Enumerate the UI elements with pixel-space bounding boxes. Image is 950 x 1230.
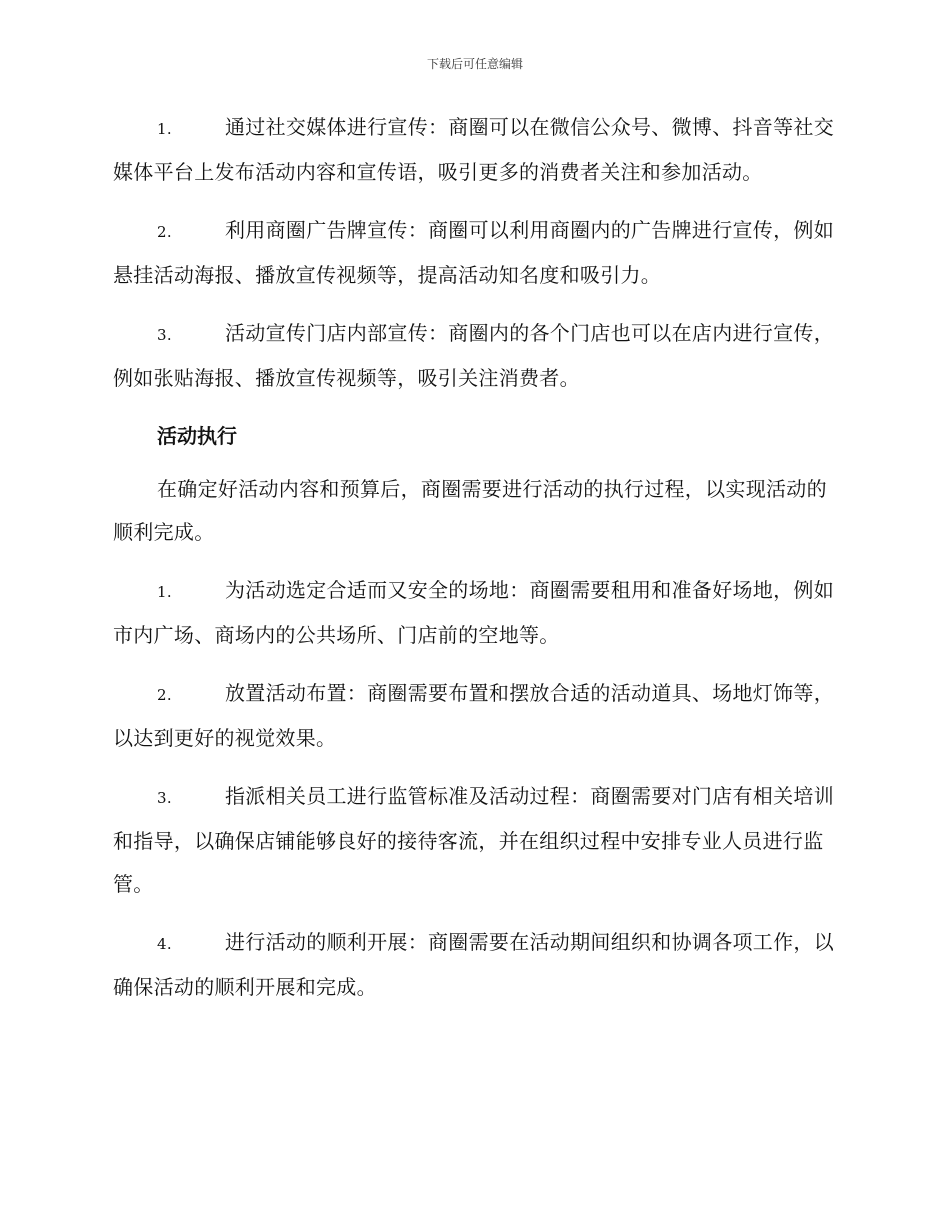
list-item [113,209,835,297]
list-item-text: 为活动选定合适而又安全的场地：商圈需要租用和准备好场地，例如市内广场、商场内的公共场所、门店前的空地等。 [113,578,834,647]
list-item [113,775,835,906]
list-item [113,106,835,194]
list-item-text: 活动宣传门店内部宣传：商圈内的各个门店也可以在店内进行宣传，例如张贴海报、播放宣传视频等，吸引关注消费者。 [113,321,834,390]
section-heading: 活动执行 [157,424,237,448]
intro-paragraph: 在确定好活动内容和预算后，商圈需要进行活动的执行过程，以实现活动的顺利完成。 [113,477,827,544]
list-item-number: 3. [157,326,172,344]
list-item-number: 2. [157,686,172,704]
list-item [113,672,835,760]
list-item-number: 1. [157,120,172,138]
list-item-number: 4. [157,935,172,953]
list-item [113,569,835,657]
list-item-number: 2. [157,223,172,241]
list-item-number: 3. [157,789,172,807]
list-item-text: 进行活动的顺利开展：商圈需要在活动期间组织和协调各项工作，以确保活动的顺利开展和完成。 [113,930,834,999]
list-item-text: 利用商圈广告牌宣传：商圈可以利用商圈内的广告牌进行宣传，例如悬挂活动海报、播放宣传视频等，提高活动知名度和吸引力。 [113,218,834,287]
list-item-text: 放置活动布置：商圈需要布置和摆放合适的活动道具、场地灯饰等，以达到更好的视觉效果。 [113,681,834,750]
page-header-note: 下载后可任意编辑 [426,57,523,71]
list-item [113,921,835,1009]
document-body [113,106,835,1024]
list-item-text: 通过社交媒体进行宣传：商圈可以在微信公众号、微博、抖音等社交媒体平台上发布活动内容和宣传语，吸引更多的消费者关注和参加活动。 [113,115,834,184]
list-item-number: 1. [157,583,172,601]
list-item-text: 指派相关员工进行监管标准及活动过程：商圈需要对门店有相关培训和指导，以确保店铺能够良好的接待客流，并在组织过程中安排专业人员进行监管。 [113,784,834,896]
list-item [113,312,835,400]
